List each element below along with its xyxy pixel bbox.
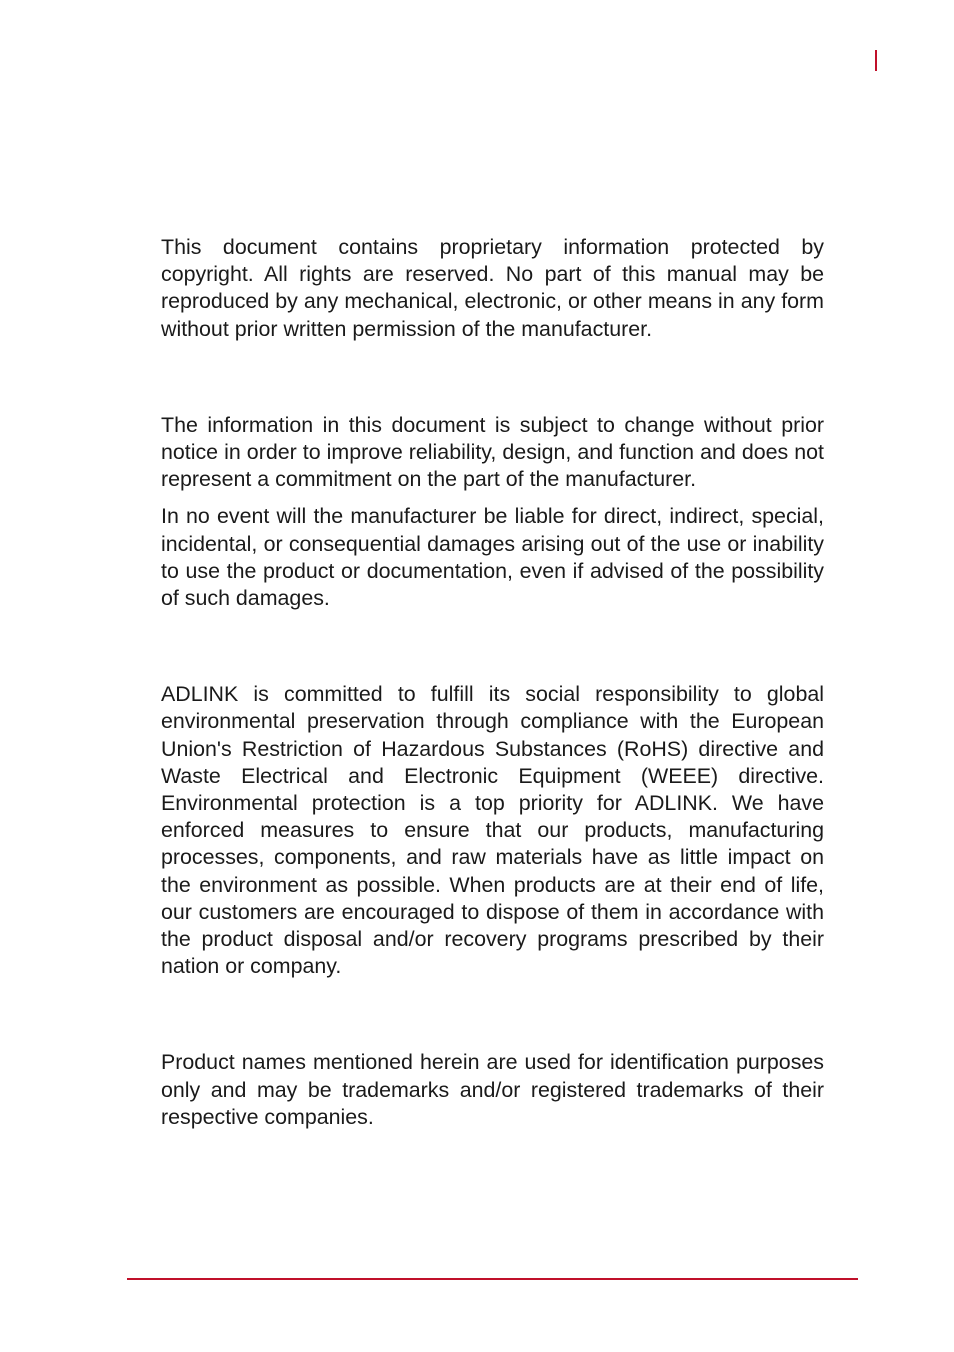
- trademarks-paragraph: Product names mentioned herein are used for identification purposes only and may be trademarks and/or registered trademarks of their respective companies.: [161, 1050, 824, 1129]
- environmental-paragraph: ADLINK is committed to fulfill its social responsibility to global environmental preservation through compliance with the European Union's Restriction of Hazardous Substances (RoHS) directive and Waste Electrical and Electronic Equipment (WEEE) directive. Environmental protection is a top priority for ADLINK. We have enforced measures to ensure that our products, manufacturing processes, components, and raw materials have as little impact on the environment as possible. When products are at their end of life, our customers are encouraged to dispose of them in accordance with the product disposal and/or recovery programs prescribed by their nation or company.: [161, 682, 824, 979]
- footer-rule: [127, 1278, 858, 1280]
- header-accent-mark: [875, 50, 877, 71]
- disclaimer-change-paragraph: The information in this document is subject to change without prior notice in order to improve reliability, design, and function and does not represent a commitment on the part of the manufacturer.: [161, 412, 824, 492]
- disclaimer-liability-paragraph: In no event will the manufacturer be liable for direct, indirect, special, incidental, or consequential damages arising out of the use or inability to use the product or documentation, even if advised of the possibility of such damages.: [161, 504, 824, 611]
- copyright-paragraph: This document contains proprietary information protected by copyright. All rights are reserved. No part of this manual may be reproduced by any mechanical, electronic, or other means in any form without prior written permission of the manufacturer.: [161, 235, 824, 341]
- document-body: [161, 234, 824, 1131]
